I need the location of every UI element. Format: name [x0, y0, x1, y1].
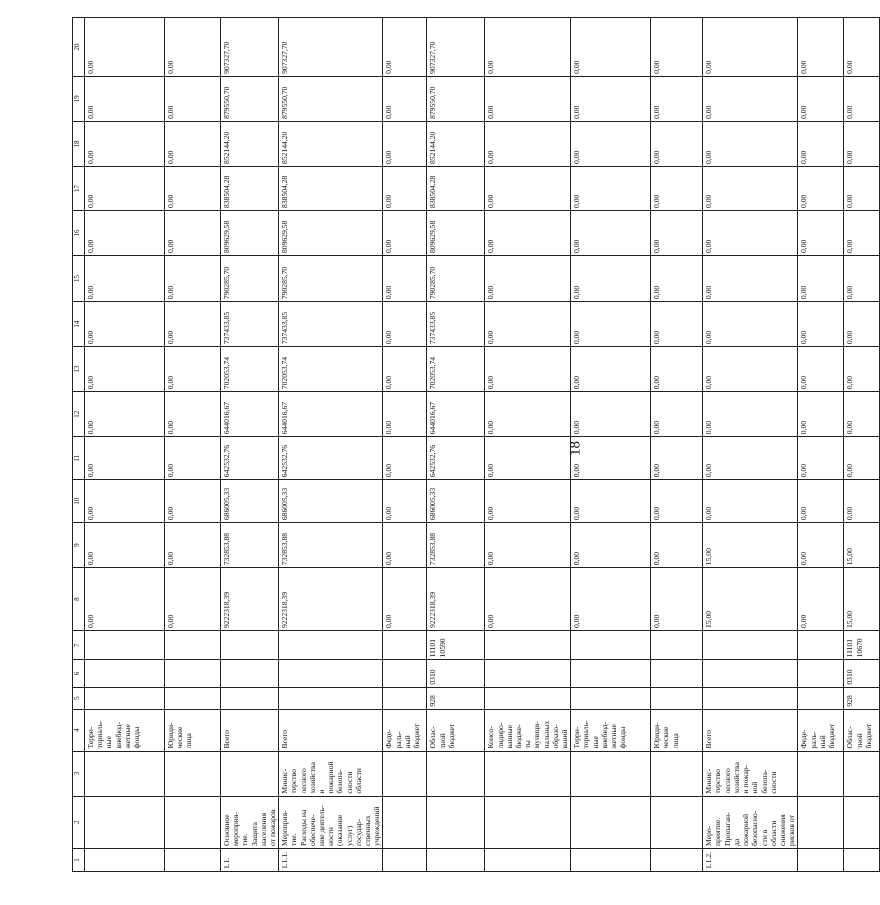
cell-value: 0,00 — [85, 523, 165, 568]
cell-value: 0,00 — [651, 392, 703, 437]
cell-c2 — [383, 796, 427, 848]
cell-value: 0,00 — [85, 302, 165, 347]
cell-value: 0,00 — [485, 523, 571, 568]
cell-value: 0,00 — [651, 437, 703, 480]
cell-value: 0,00 — [844, 437, 880, 480]
cell-c6 — [798, 660, 844, 687]
column-number: 2 — [73, 796, 85, 848]
cell-value: 0,00 — [165, 568, 221, 631]
cell-c7 — [279, 631, 383, 660]
cell-value: 0,00 — [383, 256, 427, 302]
cell-c7: 11101 10590 — [427, 631, 485, 660]
cell-value: 0,00 — [165, 121, 221, 166]
cell-value: 0,00 — [165, 437, 221, 480]
cell-c1: 1.1.2. — [703, 848, 798, 871]
cell-value: 642532,76 — [279, 437, 383, 480]
cell-value: 0,00 — [798, 523, 844, 568]
cell-c6 — [85, 660, 165, 687]
cell-value: 0,00 — [651, 523, 703, 568]
budget-table — [72, 17, 880, 872]
cell-value: 686005,33 — [427, 480, 485, 523]
cell-value: 0,00 — [703, 18, 798, 77]
table-row — [798, 18, 844, 872]
cell-value: 0,00 — [485, 347, 571, 392]
cell-value: 0,00 — [383, 523, 427, 568]
cell-value: 0,00 — [571, 121, 651, 166]
cell-c6 — [279, 660, 383, 687]
cell-value: 0,00 — [383, 302, 427, 347]
cell-value: 9222318,39 — [221, 568, 279, 631]
cell-value: 0,00 — [165, 18, 221, 77]
cell-value: 0,00 — [383, 76, 427, 121]
cell-c1 — [798, 848, 844, 871]
cell-value: 0,00 — [571, 392, 651, 437]
cell-value: 0,00 — [383, 392, 427, 437]
cell-c7 — [798, 631, 844, 660]
cell-value: 0,00 — [383, 568, 427, 631]
cell-value: 0,00 — [798, 480, 844, 523]
column-number: 18 — [73, 121, 85, 166]
cell-value: 838504,28 — [279, 166, 383, 210]
cell-value: 809629,58 — [279, 210, 383, 255]
cell-value: 0,00 — [651, 166, 703, 210]
cell-c5 — [383, 687, 427, 709]
cell-value: 0,00 — [485, 302, 571, 347]
cell-value: 15,00 — [703, 523, 798, 568]
cell-value: 907327,70 — [279, 18, 383, 77]
cell-c1: 1.1.1. — [279, 848, 383, 871]
cell-value: 0,00 — [651, 121, 703, 166]
cell-value: 642532,76 — [427, 437, 485, 480]
cell-c3 — [651, 751, 703, 796]
cell-value: 0,00 — [798, 210, 844, 255]
column-number: 14 — [73, 302, 85, 347]
cell-value: 0,00 — [703, 121, 798, 166]
cell-value: 0,00 — [844, 347, 880, 392]
cell-c2 — [798, 796, 844, 848]
cell-c3 — [798, 751, 844, 796]
cell-value: 0,00 — [798, 437, 844, 480]
cell-value: 0,00 — [165, 480, 221, 523]
cell-c3 — [383, 751, 427, 796]
cell-c5 — [221, 687, 279, 709]
table-row — [844, 18, 880, 872]
cell-value: 0,00 — [485, 166, 571, 210]
cell-c2: Мероприя- тие. Расходы на обеспече- ние деятель- ности (оказание услуг) государ- ственных учреждений — [279, 796, 383, 848]
cell-value: 0,00 — [571, 347, 651, 392]
column-number: 19 — [73, 76, 85, 121]
cell-c3 — [85, 751, 165, 796]
cell-c6 — [383, 660, 427, 687]
cell-value: 686005,33 — [279, 480, 383, 523]
cell-value: 0,00 — [85, 392, 165, 437]
cell-c7: 11101 10670 — [844, 631, 880, 660]
cell-c2 — [844, 796, 880, 848]
cell-value: 0,00 — [383, 347, 427, 392]
column-number: 12 — [73, 392, 85, 437]
cell-value: 0,00 — [703, 76, 798, 121]
column-number: 20 — [73, 18, 85, 77]
cell-c1 — [844, 848, 880, 871]
cell-value: 0,00 — [485, 18, 571, 77]
column-number: 17 — [73, 166, 85, 210]
cell-value: 15,00 — [844, 523, 880, 568]
cell-value: 0,00 — [798, 166, 844, 210]
cell-c5 — [571, 687, 651, 709]
cell-c1: 1.1. — [221, 848, 279, 871]
cell-value: 0,00 — [85, 347, 165, 392]
column-number: 10 — [73, 480, 85, 523]
cell-value: 0,00 — [165, 392, 221, 437]
cell-value: 702053,74 — [427, 347, 485, 392]
cell-value: 0,00 — [798, 18, 844, 77]
cell-value: 879550,70 — [221, 76, 279, 121]
cell-c7 — [221, 631, 279, 660]
cell-value: 0,00 — [844, 166, 880, 210]
cell-c3 — [221, 751, 279, 796]
cell-value: 0,00 — [383, 166, 427, 210]
column-number: 13 — [73, 347, 85, 392]
cell-value: 0,00 — [703, 392, 798, 437]
cell-value: 0,00 — [798, 347, 844, 392]
table-row — [571, 18, 651, 872]
cell-value: 790285,70 — [427, 256, 485, 302]
cell-c1 — [383, 848, 427, 871]
cell-value: 0,00 — [703, 256, 798, 302]
cell-value: 852144,20 — [427, 121, 485, 166]
cell-c4: Феде- раль- ный бюджет — [798, 709, 844, 751]
cell-value: 0,00 — [485, 210, 571, 255]
cell-value: 0,00 — [651, 256, 703, 302]
cell-value: 0,00 — [703, 302, 798, 347]
cell-c5 — [165, 687, 221, 709]
cell-c6 — [571, 660, 651, 687]
cell-value: 0,00 — [165, 166, 221, 210]
cell-value: 0,00 — [571, 18, 651, 77]
cell-value: 0,00 — [703, 480, 798, 523]
cell-value: 809629,58 — [221, 210, 279, 255]
cell-c6 — [221, 660, 279, 687]
cell-value: 0,00 — [485, 76, 571, 121]
column-number: 6 — [73, 660, 85, 687]
cell-value: 0,00 — [165, 256, 221, 302]
cell-value: 644016,67 — [221, 392, 279, 437]
cell-c7 — [485, 631, 571, 660]
cell-c1 — [427, 848, 485, 871]
cell-value: 790285,70 — [279, 256, 383, 302]
cell-c2 — [571, 796, 651, 848]
cell-value: 0,00 — [844, 76, 880, 121]
cell-value: 0,00 — [651, 480, 703, 523]
cell-value: 0,00 — [165, 347, 221, 392]
table-row — [427, 18, 485, 872]
cell-value: 879550,70 — [427, 76, 485, 121]
cell-value: 0,00 — [844, 480, 880, 523]
cell-value: 0,00 — [651, 568, 703, 631]
cell-value: 0,00 — [703, 166, 798, 210]
cell-value: 0,00 — [571, 302, 651, 347]
cell-value: 0,00 — [383, 437, 427, 480]
cell-value: 0,00 — [798, 256, 844, 302]
cell-value: 732853,88 — [279, 523, 383, 568]
cell-c1 — [651, 848, 703, 871]
cell-c5 — [798, 687, 844, 709]
cell-value: 907327,70 — [221, 18, 279, 77]
table-row — [85, 18, 165, 872]
column-number: 1 — [73, 848, 85, 871]
cell-value: 852144,20 — [221, 121, 279, 166]
cell-c6 — [485, 660, 571, 687]
cell-value: 0,00 — [798, 568, 844, 631]
cell-c5 — [703, 687, 798, 709]
cell-c6: 0310 — [844, 660, 880, 687]
cell-c4: Облас- тной бюджет — [844, 709, 880, 751]
cell-c1 — [571, 848, 651, 871]
cell-value: 0,00 — [165, 523, 221, 568]
table-row — [221, 18, 279, 872]
budget-table-rotated — [72, 17, 873, 872]
cell-value: 0,00 — [485, 256, 571, 302]
cell-value: 0,00 — [703, 210, 798, 255]
cell-value: 0,00 — [571, 210, 651, 255]
column-number: 7 — [73, 631, 85, 660]
cell-value: 0,00 — [571, 166, 651, 210]
cell-value: 737433,85 — [221, 302, 279, 347]
cell-value: 0,00 — [844, 210, 880, 255]
cell-value: 0,00 — [165, 76, 221, 121]
cell-value: 732853,88 — [221, 523, 279, 568]
cell-c4: Терри- ториаль- ные внебюд- жетные фонды — [571, 709, 651, 751]
cell-c7 — [85, 631, 165, 660]
cell-c6: 0310 — [427, 660, 485, 687]
cell-c2 — [85, 796, 165, 848]
cell-c7 — [165, 631, 221, 660]
cell-value: 879550,70 — [279, 76, 383, 121]
cell-value: 0,00 — [651, 347, 703, 392]
cell-value: 702053,74 — [221, 347, 279, 392]
cell-value: 0,00 — [85, 210, 165, 255]
cell-value: 0,00 — [571, 256, 651, 302]
cell-c7 — [383, 631, 427, 660]
cell-c7 — [651, 631, 703, 660]
cell-c2 — [651, 796, 703, 848]
cell-value: 644016,67 — [279, 392, 383, 437]
table-row — [279, 18, 383, 872]
cell-value: 0,00 — [85, 76, 165, 121]
cell-value: 0,00 — [85, 568, 165, 631]
column-number: 3 — [73, 751, 85, 796]
cell-value: 0,00 — [651, 18, 703, 77]
cell-c4: Всего — [279, 709, 383, 751]
cell-c3 — [165, 751, 221, 796]
cell-c2: Меро- приятие. Пропаган- да пожарной безопасно- сти в области снижения рисков от — [703, 796, 798, 848]
cell-value: 0,00 — [651, 210, 703, 255]
cell-value: 0,00 — [85, 480, 165, 523]
cell-value: 0,00 — [85, 256, 165, 302]
cell-value: 0,00 — [485, 437, 571, 480]
cell-value: 0,00 — [571, 568, 651, 631]
cell-c3: Минис- терство лесного хозяйства и пожар- ной безопа- сности — [703, 751, 798, 796]
cell-value: 0,00 — [165, 302, 221, 347]
column-number: 5 — [73, 687, 85, 709]
cell-value: 852144,20 — [279, 121, 383, 166]
cell-value: 0,00 — [651, 302, 703, 347]
column-number: 4 — [73, 709, 85, 751]
cell-value: 809629,58 — [427, 210, 485, 255]
column-number: 9 — [73, 523, 85, 568]
cell-c3 — [427, 751, 485, 796]
cell-value: 0,00 — [485, 568, 571, 631]
cell-c2 — [427, 796, 485, 848]
cell-value: 838504,28 — [221, 166, 279, 210]
cell-value: 0,00 — [485, 392, 571, 437]
cell-c4: Консо- лидиро- ванные бюдже- ты муници- пальных образо- ваний — [485, 709, 571, 751]
cell-value: 790285,70 — [221, 256, 279, 302]
cell-value: 9222318,39 — [279, 568, 383, 631]
table-row — [651, 18, 703, 872]
cell-c1 — [85, 848, 165, 871]
cell-c6 — [703, 660, 798, 687]
cell-c4: Всего — [221, 709, 279, 751]
cell-value: 0,00 — [85, 121, 165, 166]
cell-value: 0,00 — [844, 392, 880, 437]
cell-c7 — [703, 631, 798, 660]
table-row — [165, 18, 221, 872]
cell-value: 0,00 — [383, 121, 427, 166]
cell-value: 0,00 — [798, 121, 844, 166]
cell-c1 — [485, 848, 571, 871]
cell-c6 — [165, 660, 221, 687]
cell-value: 0,00 — [703, 347, 798, 392]
cell-c4: Терри- ториаль- ные внебюд- жетные фонды — [85, 709, 165, 751]
cell-c3 — [485, 751, 571, 796]
cell-value: 0,00 — [844, 18, 880, 77]
cell-c4: Всего — [703, 709, 798, 751]
column-number-row — [73, 18, 85, 872]
table-row — [485, 18, 571, 872]
table-row — [703, 18, 798, 872]
cell-c6 — [651, 660, 703, 687]
cell-value: 0,00 — [85, 18, 165, 77]
cell-value: 0,00 — [798, 392, 844, 437]
cell-c2 — [485, 796, 571, 848]
cell-c3 — [844, 751, 880, 796]
cell-value: 0,00 — [844, 121, 880, 166]
cell-c4: Юриди- ческие лица — [651, 709, 703, 751]
cell-c4: Юриди- ческие лица — [165, 709, 221, 751]
cell-c3: Минис- терство лесного хозяйства и пожарной безопа- сности области — [279, 751, 383, 796]
column-number: 15 — [73, 256, 85, 302]
table-row — [383, 18, 427, 872]
cell-value: 0,00 — [571, 480, 651, 523]
column-number: 11 — [73, 437, 85, 480]
cell-value: 0,00 — [844, 256, 880, 302]
column-number: 8 — [73, 568, 85, 631]
cell-value: 732853,88 — [427, 523, 485, 568]
cell-c4: Облас- тной бюджет — [427, 709, 485, 751]
cell-c3 — [571, 751, 651, 796]
cell-value: 0,00 — [485, 121, 571, 166]
cell-c4: Феде- раль- ный бюджет — [383, 709, 427, 751]
page-number: 18 — [567, 441, 584, 456]
cell-value: 0,00 — [798, 302, 844, 347]
cell-value: 0,00 — [85, 437, 165, 480]
cell-value: 0,00 — [844, 302, 880, 347]
cell-c5 — [279, 687, 383, 709]
cell-value: 737433,85 — [427, 302, 485, 347]
cell-value: 0,00 — [651, 76, 703, 121]
cell-value: 9222318,39 — [427, 568, 485, 631]
cell-value: 0,00 — [798, 76, 844, 121]
cell-c5 — [651, 687, 703, 709]
cell-c1 — [165, 848, 221, 871]
cell-value: 0,00 — [383, 210, 427, 255]
cell-value: 0,00 — [383, 480, 427, 523]
cell-value: 0,00 — [165, 210, 221, 255]
cell-value: 15,00 — [844, 568, 880, 631]
cell-value: 838504,28 — [427, 166, 485, 210]
cell-value: 642532,76 — [221, 437, 279, 480]
cell-value: 686005,33 — [221, 480, 279, 523]
cell-c5 — [85, 687, 165, 709]
cell-c2 — [165, 796, 221, 848]
cell-value: 907327,70 — [427, 18, 485, 77]
cell-value: 0,00 — [485, 480, 571, 523]
cell-c5 — [485, 687, 571, 709]
cell-value: 0,00 — [571, 523, 651, 568]
column-number: 16 — [73, 210, 85, 255]
cell-value: 0,00 — [383, 18, 427, 77]
cell-c2: Основное мероприя- тие. Защита населения от пожаров — [221, 796, 279, 848]
cell-value: 644016,67 — [427, 392, 485, 437]
cell-value: 15,00 — [703, 568, 798, 631]
cell-c5: 928 — [427, 687, 485, 709]
cell-value: 737433,85 — [279, 302, 383, 347]
cell-c5: 928 — [844, 687, 880, 709]
cell-value: 0,00 — [571, 76, 651, 121]
cell-value: 0,00 — [85, 166, 165, 210]
cell-c7 — [571, 631, 651, 660]
cell-value: 702053,74 — [279, 347, 383, 392]
cell-value: 0,00 — [571, 437, 651, 480]
cell-value: 0,00 — [703, 437, 798, 480]
